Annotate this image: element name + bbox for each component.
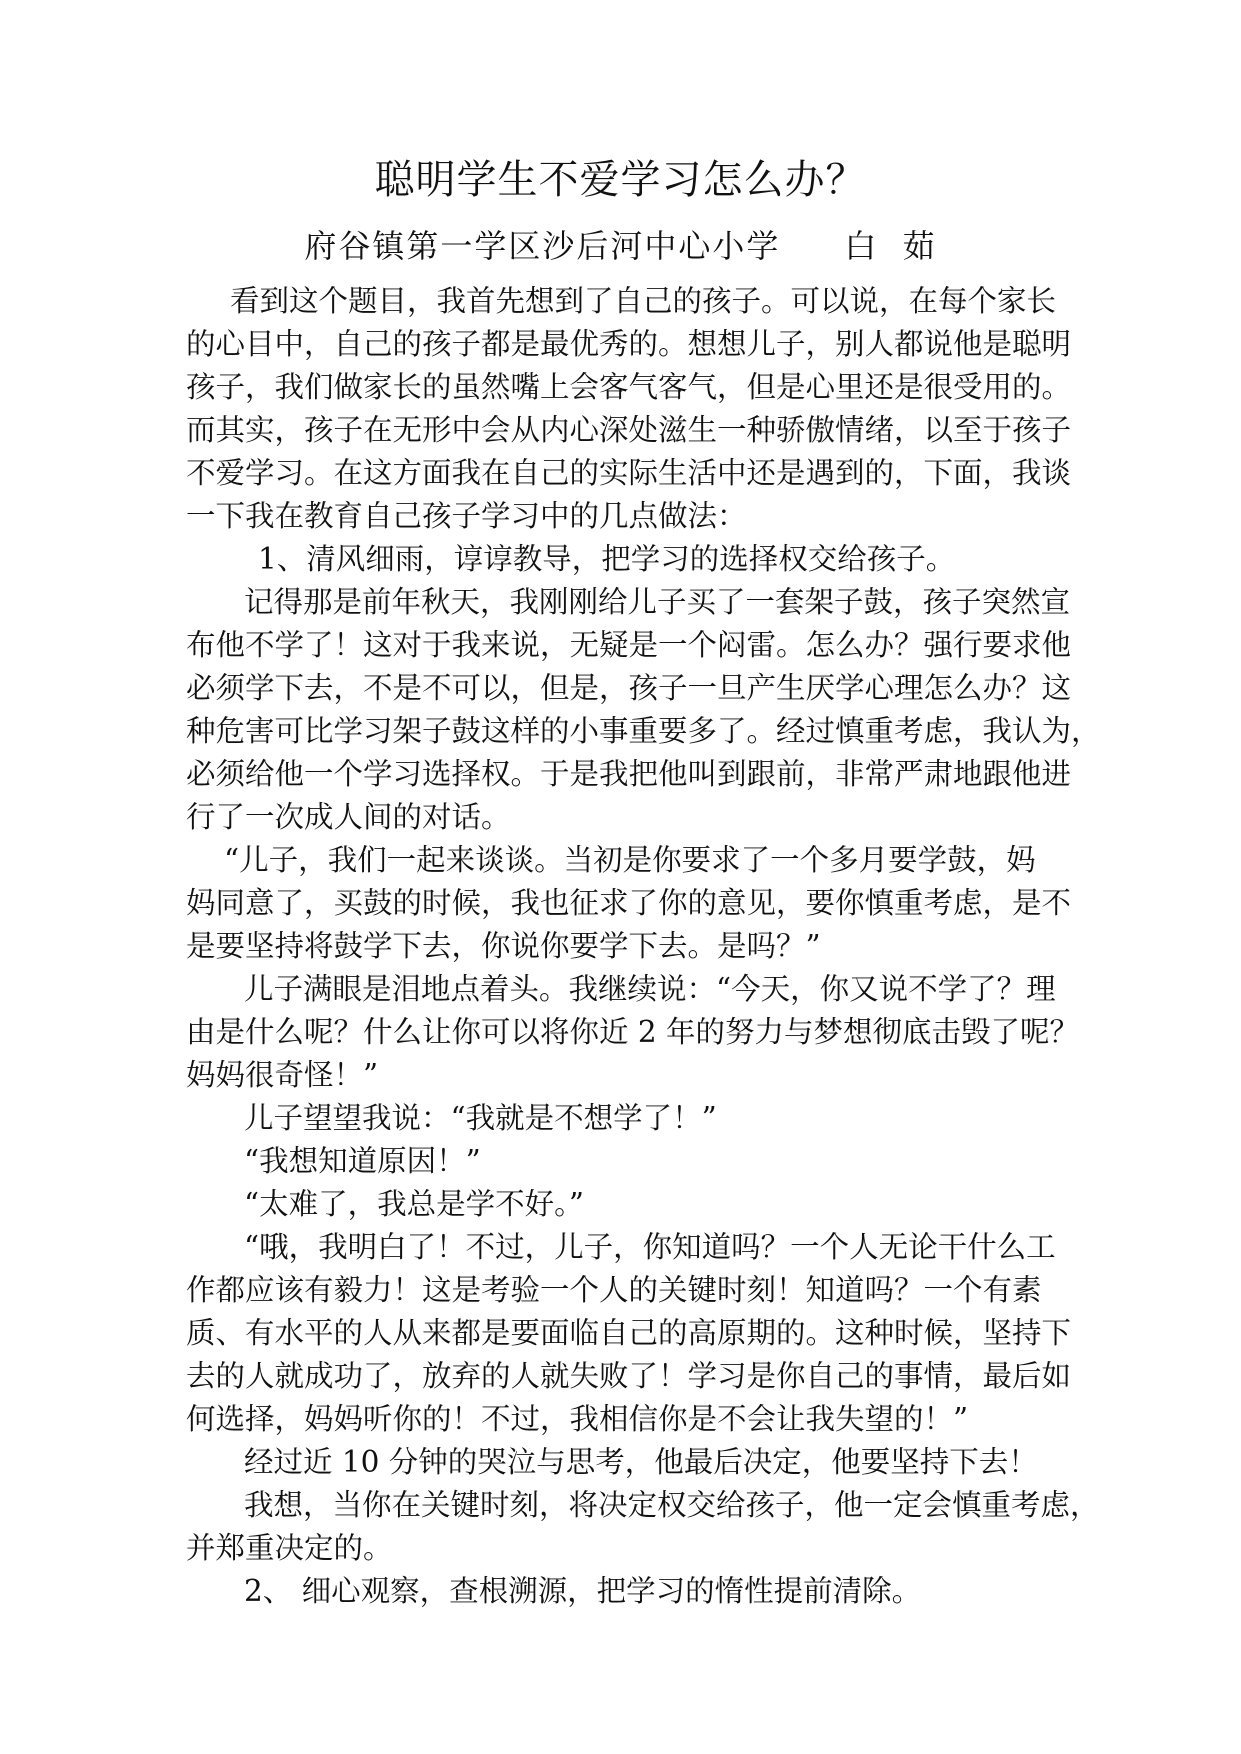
- text-line: 质、有水平的人从来都是要面临自己的高原期的。这种时候，坚持下: [186, 1316, 1072, 1350]
- text-line: 2、 细心观察，查根溯源，把学习的惰性提前清除。: [244, 1574, 922, 1608]
- text-line: 布他不学了！这对于我来说，无疑是一个闷雷。怎么办？强行要求他: [186, 628, 1072, 662]
- text-line: 我想，当你在关键时刻，将决定权交给孩子，他一定会慎重考虑，: [244, 1488, 1100, 1522]
- text-line: 1、清风细雨，谆谆教导，把学习的选择权交给孩子。: [258, 542, 956, 576]
- text-line: 经过近 10 分钟的哭泣与思考，他最后决定，他要坚持下去！: [244, 1445, 1038, 1479]
- text-line: 必须学下去，不是不可以，但是，孩子一旦产生厌学心理怎么办？这: [186, 671, 1072, 705]
- text-line: 不爱学习。在这方面我在自己的实际生活中还是遇到的，下面，我谈: [186, 456, 1072, 490]
- text-line: “哦，我明白了！不过，儿子，你知道吗？一个人无论干什么工: [244, 1230, 1056, 1264]
- text-line: 行了一次成人间的对话。: [186, 800, 511, 834]
- text-line: 并郑重决定的。: [186, 1531, 393, 1565]
- byline: [0, 222, 1241, 270]
- text-line: 何选择，妈妈听你的！不过，我相信你是不会让我失望的！”: [186, 1402, 969, 1436]
- text-line: 的心目中，自己的孩子都是最优秀的。想想儿子，别人都说他是聪明: [186, 327, 1072, 361]
- text-line: “我想知道原因！”: [244, 1144, 481, 1178]
- text-line: 儿子满眼是泪地点着头。我继续说：“今天，你又说不学了？理: [244, 972, 1056, 1006]
- text-line: “儿子，我们一起来谈谈。当初是你要求了一个多月要学鼓，妈: [224, 843, 1036, 877]
- text-line: 记得那是前年秋天，我刚刚给儿子买了一套架子鼓，孩子突然宣: [244, 585, 1071, 619]
- text-line: 作都应该有毅力！这是考验一个人的关键时刻！知道吗？一个有素: [186, 1273, 1042, 1307]
- text-line: 儿子望望我说：“我就是不想学了！”: [244, 1101, 717, 1135]
- text-line: 种危害可比学习架子鼓这样的小事重要多了。经过慎重考虑，我认为，: [186, 714, 1101, 748]
- text-line: 妈妈很奇怪！”: [186, 1058, 379, 1092]
- text-line: “太难了，我总是学不好。”: [244, 1187, 584, 1221]
- author-name: 白 茹: [844, 227, 937, 265]
- text-line: 一下我在教育自己孩子学习中的几点做法：: [186, 499, 747, 533]
- school-name: 府谷镇第一学区沙后河中心小学: [304, 227, 781, 265]
- text-line: 是要坚持将鼓学下去，你说你要学下去。是吗？”: [186, 929, 821, 963]
- text-line: 由是什么呢？什么让你可以将你近 2 年的努力与梦想彻底击毁了呢？: [186, 1015, 1080, 1049]
- article-body: [186, 280, 1101, 1613]
- text-line: 妈同意了，买鼓的时候，我也征求了你的意见，要你慎重考虑，是不: [186, 886, 1072, 920]
- text-line: 看到这个题目，我首先想到了自己的孩子。可以说，在每个家长: [230, 284, 1057, 318]
- text-line: 而其实，孩子在无形中会从内心深处滋生一种骄傲情绪，以至于孩子: [186, 413, 1072, 447]
- text-line: 必须给他一个学习选择权。于是我把他叫到跟前，非常严肃地跟他进: [186, 757, 1072, 791]
- text-line: 去的人就成功了，放弃的人就失败了！学习是你自己的事情，最后如: [186, 1359, 1072, 1393]
- page-title: 聪明学生不爱学习怎么办？: [374, 157, 867, 203]
- text-line: 孩子，我们做家长的虽然嘴上会客气客气，但是心里还是很受用的。: [186, 370, 1072, 404]
